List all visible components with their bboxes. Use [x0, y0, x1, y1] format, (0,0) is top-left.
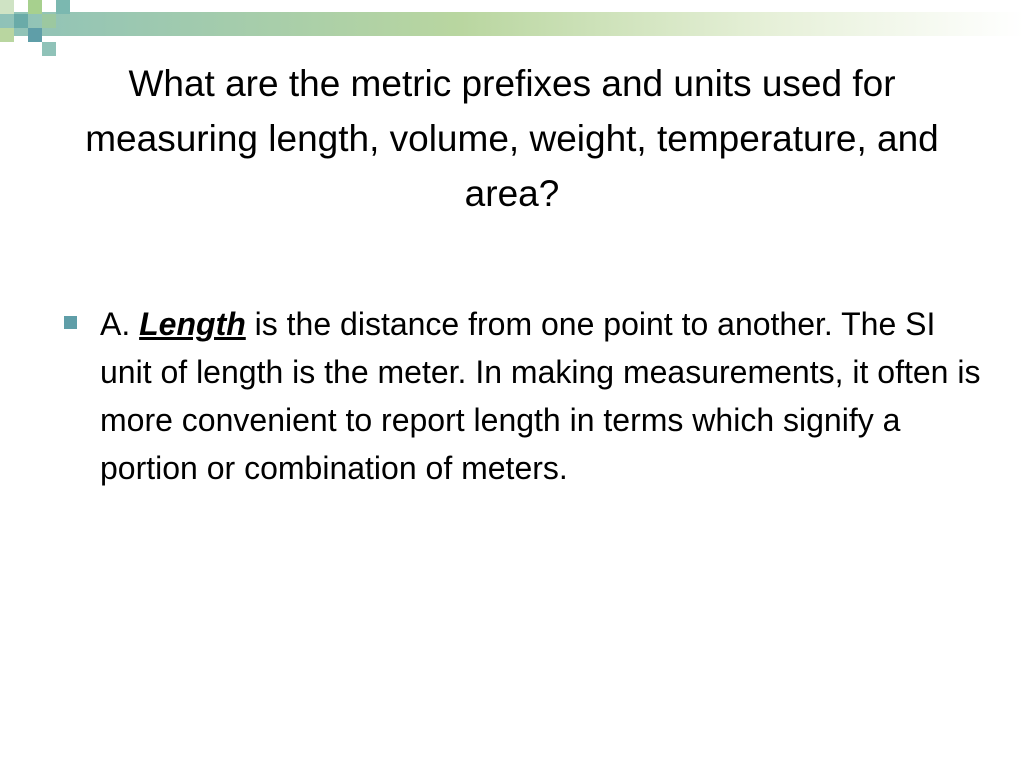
deco-square — [28, 28, 42, 42]
deco-square — [28, 0, 42, 14]
bullet-square-icon — [64, 316, 77, 329]
top-decorative-band — [0, 12, 1024, 36]
bullet-text — [100, 300, 984, 492]
bullet-term: Length — [139, 306, 246, 342]
bullet-body: is the distance from one point to another. The SI unit of length is the meter. In making measurements, it often is more convenient to report length in terms which signify a portion or combination of meters. — [100, 306, 981, 486]
corner-decoration — [0, 0, 80, 64]
bullet-prefix: A. — [100, 306, 140, 342]
deco-square — [0, 0, 14, 14]
deco-square — [56, 0, 70, 14]
slide-title: What are the metric prefixes and units used for measuring length, volume, weight, temperature, and area? — [85, 63, 939, 214]
deco-square — [42, 42, 56, 56]
deco-square — [14, 14, 28, 28]
deco-square — [0, 28, 14, 42]
bullet-item — [64, 300, 984, 492]
deco-square — [42, 14, 56, 28]
